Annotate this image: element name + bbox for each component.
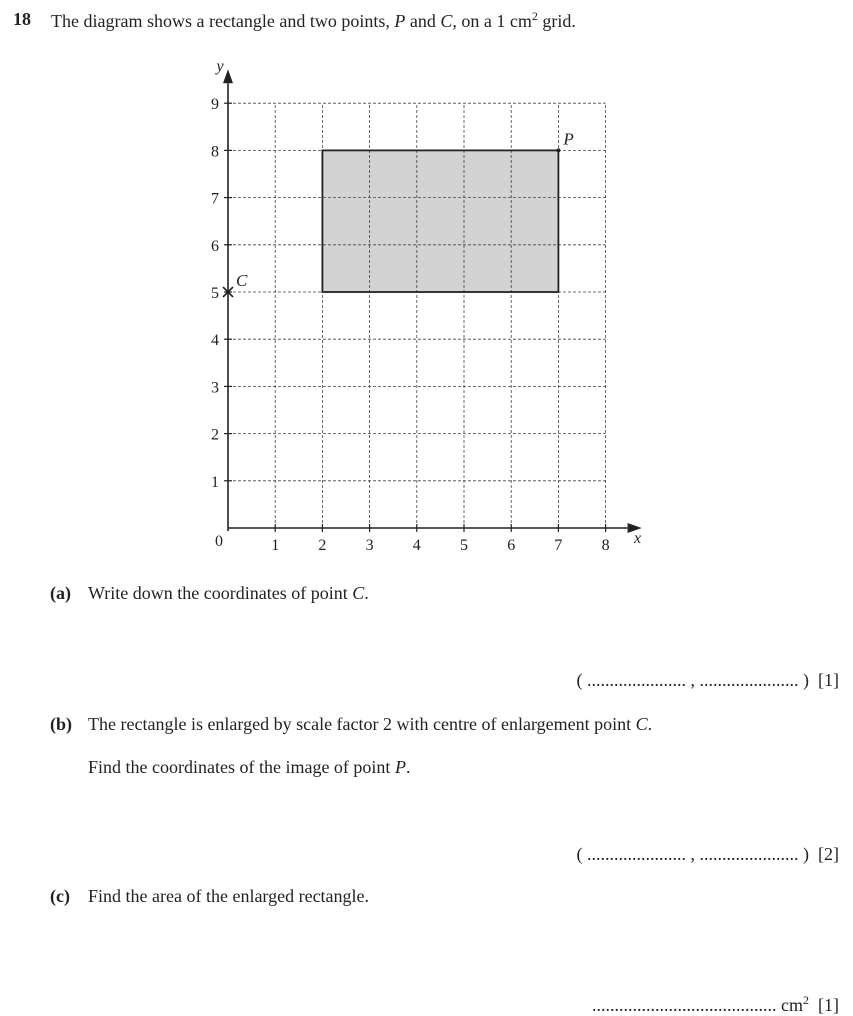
x-tick-label: 2: [318, 537, 327, 554]
y-tick-label: 9: [211, 96, 219, 114]
x-tick-label: 7: [554, 537, 563, 554]
part-b-marks: [2]: [818, 844, 839, 864]
x-tick-label: 1: [271, 537, 280, 554]
part-b-label: (b): [50, 714, 72, 734]
y-tick-label: 1: [211, 473, 219, 491]
y-tick-label: 6: [211, 237, 219, 255]
question-text: The diagram shows a rectangle and two points, P and C, on a 1 $cm^2$ grid.: [51, 9, 576, 31]
x-tick-label: 4: [412, 537, 421, 554]
point-c-label: C: [236, 271, 248, 290]
part-c-marks: [1]: [818, 995, 839, 1015]
x-tick-label: 8: [601, 537, 610, 554]
y-axis-label: y: [216, 58, 224, 76]
y-tick-label: 3: [211, 379, 219, 397]
part-a-answer-line[interactable]: ( ...................... , ...................... ) [1]: [576, 670, 839, 690]
part-b-answer-line[interactable]: ( ...................... , ...................... ) [2]: [576, 844, 839, 864]
origin-label: 0: [215, 533, 223, 550]
y-tick-label: 7: [211, 190, 219, 208]
point-p-label: P: [563, 129, 574, 149]
part-a-question: Write down the coordinates of point C.: [88, 583, 369, 603]
part-a-label: (a): [50, 583, 71, 603]
question-number: 18: [13, 9, 31, 29]
part-b-question-line1: The rectangle is enlarged by scale factor 2 with centre of enlargement point C.: [88, 714, 653, 734]
y-axis-arrow: [223, 69, 233, 83]
x-tick-label: 6: [507, 537, 516, 554]
x-axis-label: x: [634, 530, 642, 547]
part-b-question-line2: Find the coordinates of the image of point P.: [88, 757, 411, 777]
shaded-rectangle: [322, 150, 558, 292]
part-c-question: Find the area of the enlarged rectangle.: [88, 886, 370, 906]
y-tick-label: 5: [211, 285, 219, 302]
x-tick-label: 3: [365, 537, 374, 554]
point-p-dot-marker: [556, 148, 560, 152]
y-tick-label: 8: [211, 143, 219, 161]
part-c-label: (c): [50, 886, 70, 906]
x-tick-label: 5: [460, 537, 468, 554]
y-tick-label: 2: [211, 426, 219, 444]
y-tick-label: 4: [211, 332, 219, 350]
part-c-answer-line[interactable]: ......................................... $cm^2$ [1]: [592, 993, 839, 1015]
part-a-marks: [1]: [818, 670, 839, 690]
